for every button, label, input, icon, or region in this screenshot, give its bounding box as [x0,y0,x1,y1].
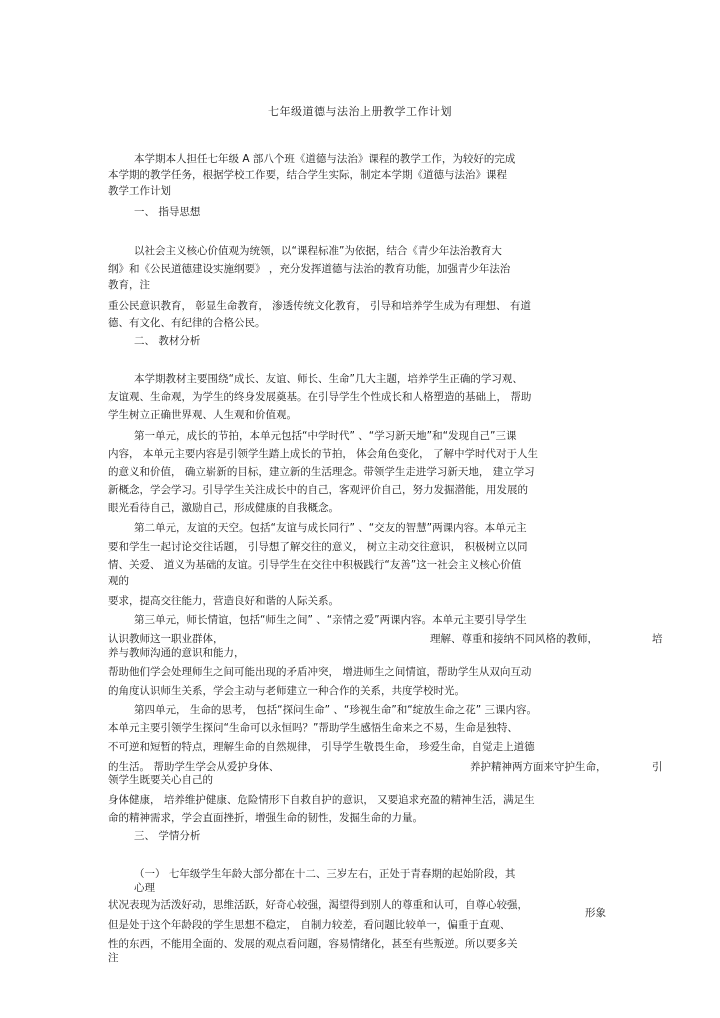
text-line: 养与教师沟通的意识和能力， [108,647,245,659]
text-line: 本学期本人担任七年级 A 部八个班《道德与法治》课程的教学工作，为较好的完成 [134,153,516,165]
text-line: 命的精神需求，学会直面挫折，增强生命的韧性，发掘生命的力量。 [108,812,423,824]
text-line: 身体健康， 培养维护健康、危险情形下自救自护的意识， 又要追求充盈的精神生活，满足生 [108,794,535,806]
text-line: 第一单元，成长的节拍，本单元包括“中学时代” 、“学习新天地”和“发现自己”三课 [134,430,517,442]
text-line: 友谊观、生命观，为学生的终身发展奠基。在引导学生个性成长和人格塑造的基础上， 帮助 [108,391,532,403]
text-line: 情、关爱、 道义为基础的友谊。引导学生在交往中积极践行“友善”这一社会主义核心价值 [108,559,522,571]
text-line: 的生活。 帮助学生学会从爱护身体、 [108,761,280,773]
text-line: 德、有文化、有纪律的合格公民。 [108,317,266,329]
text-line: 观的 [108,575,129,587]
section-heading: 三、 学情分析 [134,830,201,842]
text-line: 帮助他们学会处理师生之间可能出现的矛盾冲突， 增进师生之间情谊，帮助学生从双向互动 [108,666,532,678]
text-line: 新概念，学会学习。引导学生关注成长中的自己，客观评价自己，努力发掘潜能，用发展的 [108,484,528,496]
document-title: 七年级道德与法治上册教学工作计划 [268,105,452,118]
text-line: 注 [108,952,119,964]
text-line: 第四单元， 生命的思考， 包括“探问生命” 、“珍视生命”和“绽放生命之花” 三课内容。 [134,704,537,716]
text-line: 心理 [134,882,155,894]
text-line: 本学期教材主要围绕“成长、友谊、师长、生命”几大主题，培养学生正确的学习观、 [134,373,523,385]
text-line: 第二单元，友谊的天空。包括“友谊与成长同行” 、“交友的智慧”两课内容。本单元主 [134,522,527,534]
text-line: 但是处于这个年龄段的学生思想不稳定， 自制力较差，看问题比较单一，偏重于直观、 [108,919,511,931]
text-line: 纲》和《公民道德建设实施纲要》 ，充分发挥道德与法治的教育功能，加强青少年法治 [108,263,511,275]
text-fragment: 养护精神两方面来守护生命， [470,761,607,773]
text-line: 领学生既要关心自己的 [108,774,213,786]
text-line: 认识教师这一职业群体， [108,633,224,645]
text-line: 本单元主要引领学生探问“生命可以永恒吗？”帮助学生感悟生命来之不易，生命是独特、 [108,722,518,734]
text-line: 的角度认识师生关系，学会主动与老师建立一种合作的关系，共度学校时光。 [108,685,465,697]
text-line: （一） 七年级学生年龄大部分都在十二、三岁左右，正处于青春期的起始阶段，其 [134,868,516,880]
section-heading: 一、 指导思想 [134,206,201,218]
text-line: 眼光看待自己，激励自己，形成健康的自我概念。 [108,502,339,514]
text-line: 第三单元，师长情谊，包括“师生之间” 、“亲情之爱”两课内容。本单元主要引导学生 [134,614,527,626]
text-line: 内容， 本单元主要内容是引领学生踏上成长的节拍， 体会角色变化， 了解中学时代对于人生 [108,448,539,460]
text-fragment: 理解、尊重和接纳不同风格的教师， [430,633,598,645]
text-line: 教学工作计划 [108,185,171,197]
text-line: 学生树立正确世界观、人生观和价值观。 [108,409,297,421]
text-line: 以社会主义核心价值观为统领，以“课程标准”为依据，结合《青少年法治教育大 [134,245,502,257]
text-line: 不可逆和短暂的特点，理解生命的自然规律， 引导学生敬畏生命， 珍爱生命，自觉走上道德 [108,741,535,753]
text-line: 性的东西，不能用全面的、发展的观点看问题，容易情绪化，甚至有些叛逆。所以要多关 [108,938,518,950]
text-fragment: 培 [652,633,663,645]
text-line: 教育，注 [108,279,150,291]
text-line: 要和学生一起讨论交往话题， 引导想了解交往的意义， 树立主动交往意识， 积极树立以同 [108,541,528,553]
section-heading: 二、 教材分析 [134,335,201,347]
text-line: 本学期的教学任务，根据学校工作要，结合学生实际，制定本学期《道德与法治》课程 [108,169,507,181]
text-fragment: 引 [652,761,663,773]
text-fragment: 形象 [585,907,606,919]
text-line: 要求，提高交往能力，营造良好和谐的人际关系。 [108,595,339,607]
text-line: 重公民意识教育， 彰显生命教育， 渗透传统文化教育， 引导和培养学生成为有理想、 有道 [108,300,531,312]
text-line: 状况表现为活泼好动，思维活跃，好奇心较强，渴望得到别人的尊重和认可，自尊心较强， [108,899,528,911]
text-line: 的意义和价值， 确立崭新的目标，建立新的生活理念。带领学生走进学习新天地， 建立学习 [108,466,535,478]
